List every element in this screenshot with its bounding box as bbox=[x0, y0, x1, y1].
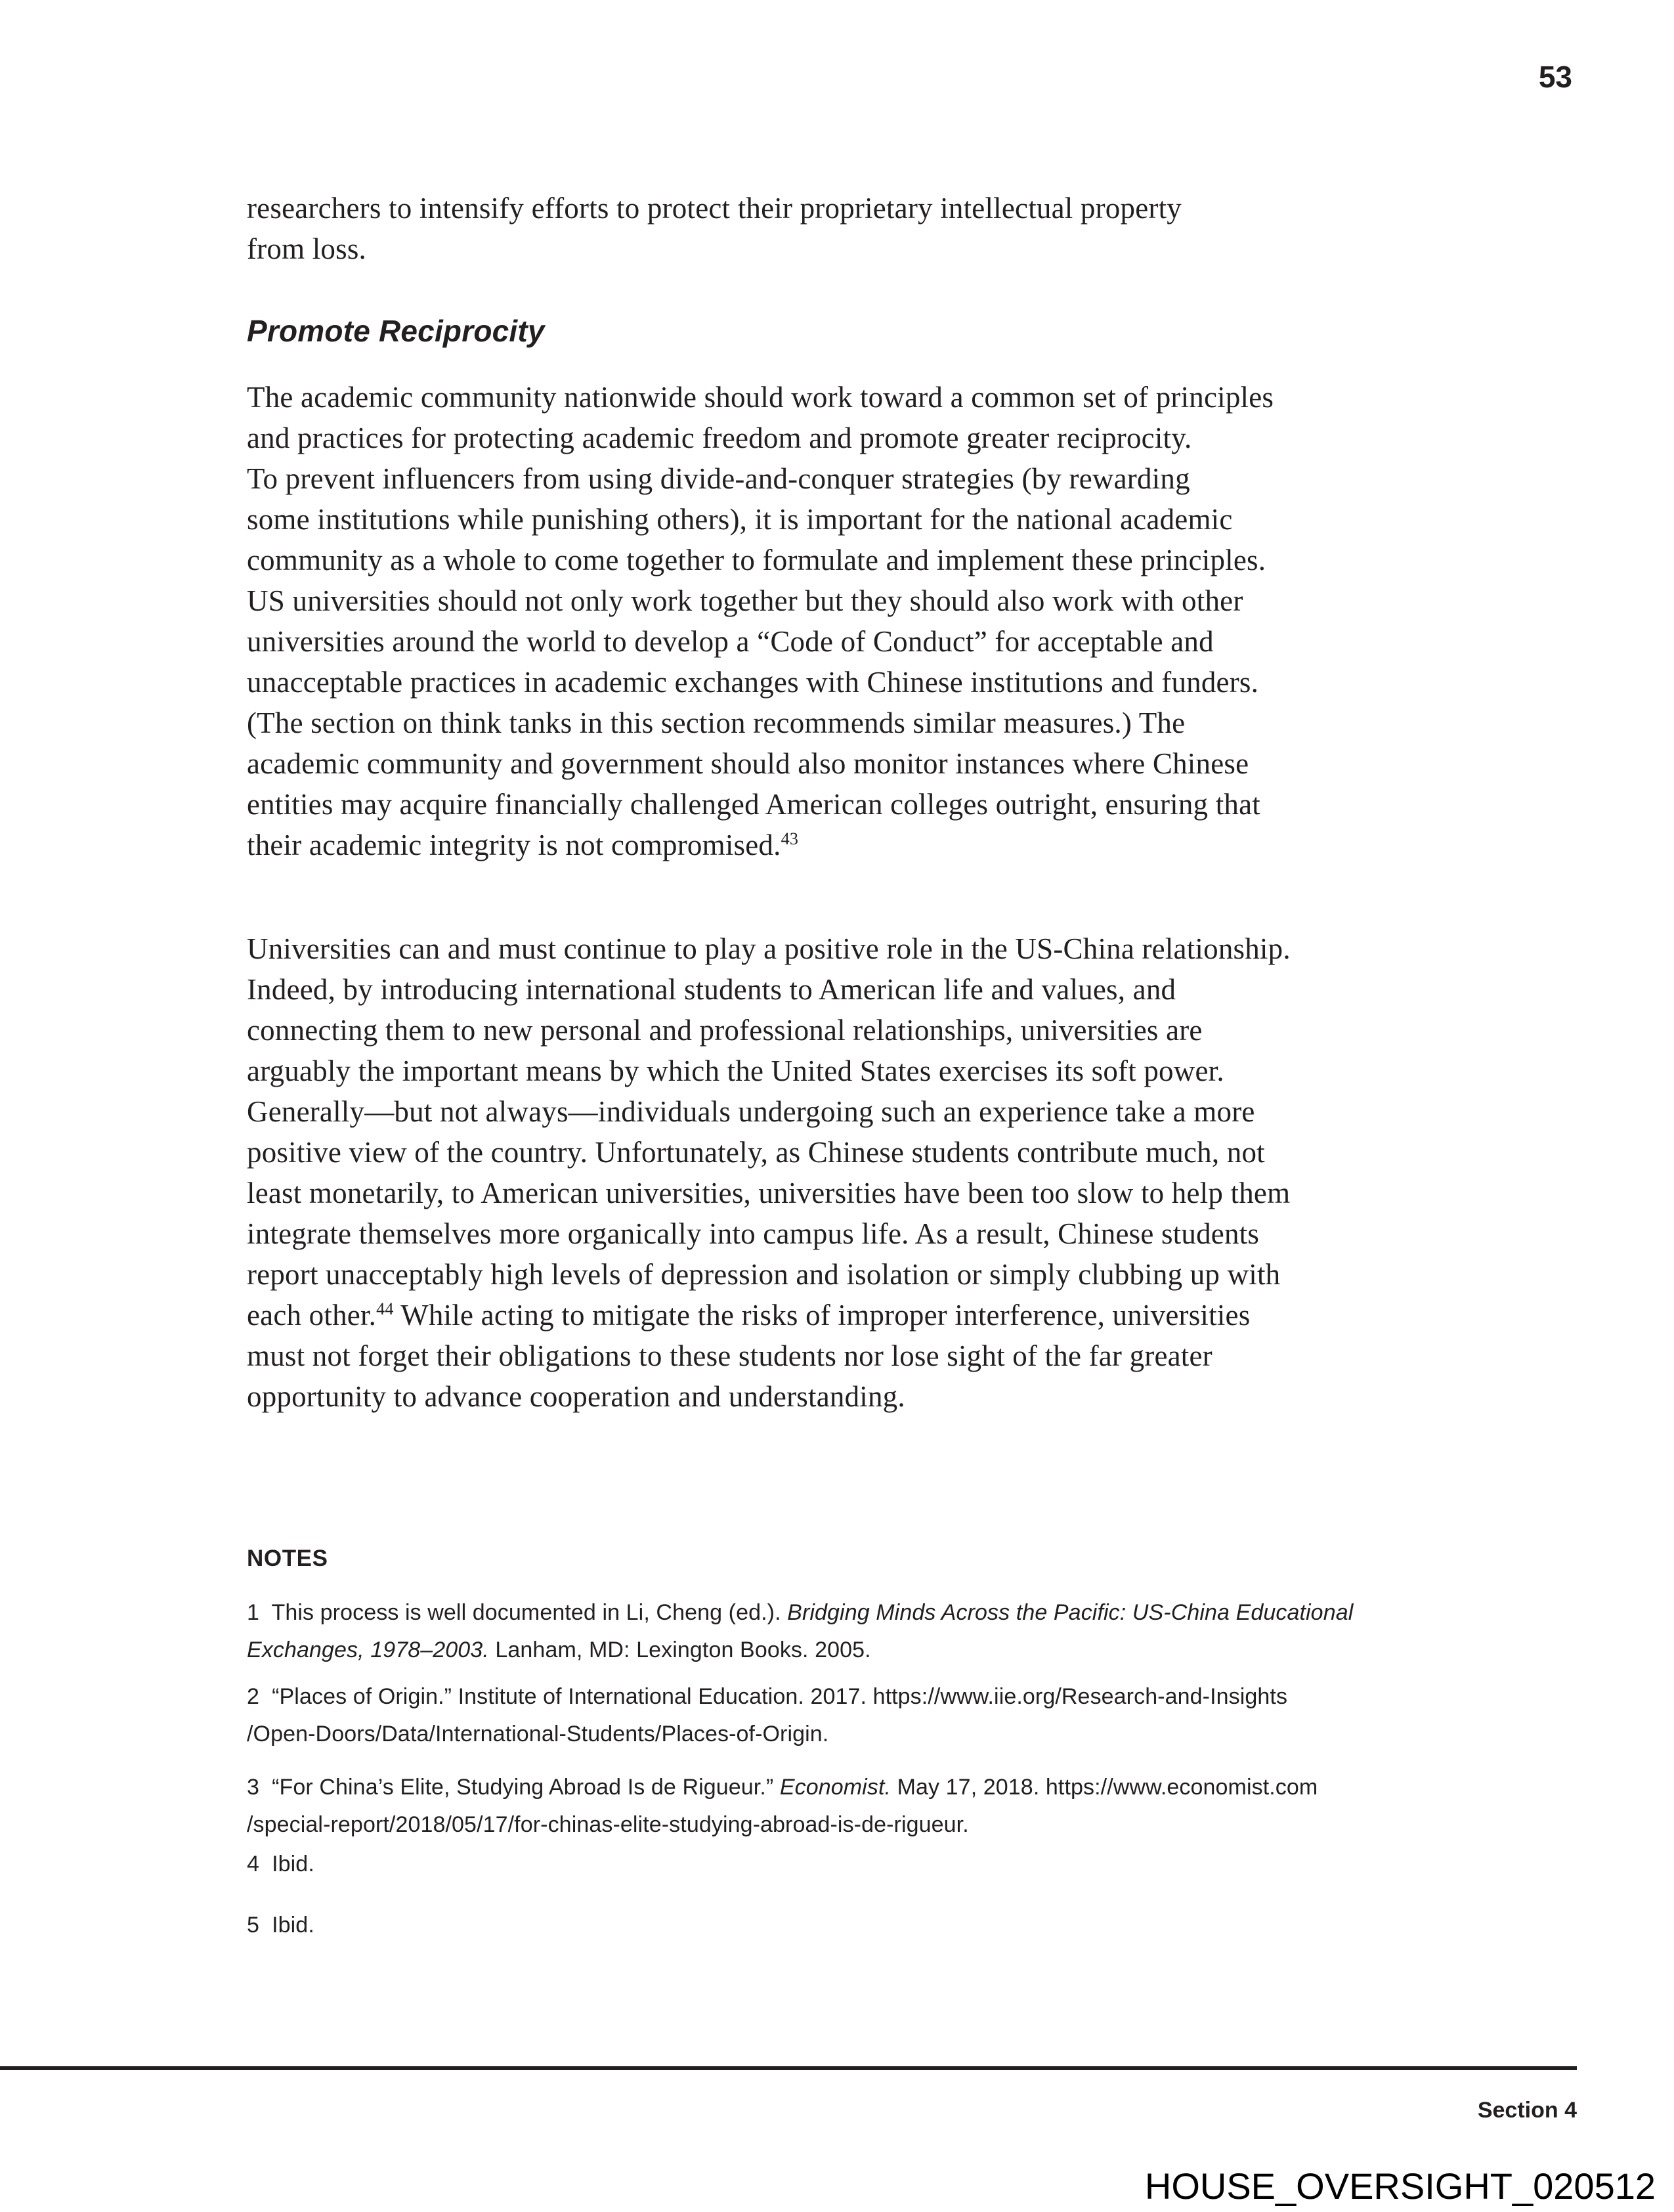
text-segment: report unacceptably high levels of depression and isolation or simply clubbing up with bbox=[247, 1258, 1281, 1291]
text-segment: While acting to mitigate the risks of improper interference, universities bbox=[393, 1299, 1251, 1332]
text-segment: must not forget their obligations to these students nor lose sight of the far greater bbox=[247, 1339, 1213, 1372]
text-segment: Bridging Minds Across the Pacific: US-China Educational bbox=[787, 1600, 1354, 1625]
text-segment: The academic community nationwide should work toward a common set of principles bbox=[247, 381, 1274, 414]
text-line bbox=[247, 228, 1182, 269]
text-segment: their academic integrity is not compromised. bbox=[247, 829, 781, 861]
footer-section-label: Section 4 bbox=[1477, 2098, 1577, 2123]
page-number: 53 bbox=[1538, 60, 1572, 94]
text-segment: /Open-Doors/Data/International-Students/Places-of-Origin. bbox=[247, 1722, 829, 1746]
notes-heading: NOTES bbox=[247, 1546, 328, 1571]
text-segment: May 17, 2018. https://www.economist.com bbox=[891, 1775, 1318, 1800]
text-segment: entities may acquire financially challenged American colleges outright, ensuring that bbox=[247, 788, 1260, 821]
footnote-2 bbox=[247, 1678, 1287, 1753]
text-segment: Generally—but not always—individuals undergoing such an experience take a more bbox=[247, 1095, 1255, 1128]
body-paragraph-2 bbox=[247, 928, 1291, 1417]
text-line bbox=[247, 1769, 1318, 1806]
text-line bbox=[247, 1678, 1287, 1716]
text-line bbox=[247, 1846, 314, 1883]
text-line bbox=[247, 1907, 314, 1944]
text-segment: Lanham, MD: Lexington Books. 2005. bbox=[488, 1637, 871, 1662]
text-line bbox=[247, 1132, 1291, 1173]
text-line bbox=[247, 1376, 1291, 1417]
text-line bbox=[247, 1806, 1318, 1844]
text-line bbox=[247, 1213, 1291, 1254]
text-line bbox=[247, 418, 1274, 458]
text-segment: Exchanges, 1978–2003. bbox=[247, 1637, 489, 1662]
intro-paragraph bbox=[247, 188, 1182, 269]
text-line bbox=[247, 743, 1274, 784]
text-line bbox=[247, 621, 1274, 662]
text-segment: unacceptable practices in academic exchanges with Chinese institutions and funders. bbox=[247, 666, 1259, 699]
text-segment: To prevent influencers from using divide-and-conquer strategies (by rewarding bbox=[247, 462, 1190, 495]
text-segment: Universities can and must continue to play a positive role in the US-China relationship. bbox=[247, 932, 1291, 965]
text-line bbox=[247, 1594, 1353, 1632]
text-line bbox=[247, 1051, 1291, 1091]
footnote-4 bbox=[247, 1846, 314, 1883]
text-segment: arguably the important means by which the United States exercises its soft power. bbox=[247, 1054, 1224, 1087]
text-line bbox=[247, 377, 1274, 418]
text-line bbox=[247, 1632, 1353, 1669]
bates-stamp: HOUSE_OVERSIGHT_020512 bbox=[1144, 2165, 1656, 2207]
text-line bbox=[247, 1091, 1291, 1132]
text-segment: community as a whole to come together to formulate and implement these principles. bbox=[247, 544, 1266, 576]
footnote-5 bbox=[247, 1907, 314, 1944]
text-segment: connecting them to new personal and professional relationships, universities are bbox=[247, 1014, 1203, 1047]
text-line bbox=[247, 540, 1274, 580]
text-line bbox=[247, 825, 1274, 865]
text-segment: 4 Ibid. bbox=[247, 1852, 314, 1876]
text-line bbox=[247, 458, 1274, 499]
text-line bbox=[247, 1295, 1291, 1335]
text-segment: and practices for protecting academic freedom and promote greater reciprocity. bbox=[247, 422, 1192, 454]
body-paragraph-1 bbox=[247, 377, 1274, 865]
text-line bbox=[247, 928, 1291, 969]
text-segment: (The section on think tanks in this section recommends similar measures.) The bbox=[247, 706, 1186, 739]
text-segment: 2 “Places of Origin.” Institute of International Education. 2017. https://www.iie.org/Research-and-Insights bbox=[247, 1684, 1288, 1709]
section-heading: Promote Reciprocity bbox=[247, 314, 545, 348]
text-segment: universities around the world to develop a “Code of Conduct” for acceptable and bbox=[247, 625, 1214, 658]
text-segment: least monetarily, to American universities, universities have been too slow to help them bbox=[247, 1177, 1291, 1209]
text-segment: 1 This process is well documented in Li, Cheng (ed.). bbox=[247, 1600, 788, 1625]
text-line bbox=[247, 1173, 1291, 1213]
text-line bbox=[247, 1254, 1291, 1295]
text-segment: each other. bbox=[247, 1299, 377, 1332]
text-line bbox=[247, 703, 1274, 743]
text-line bbox=[247, 580, 1274, 621]
text-segment: academic community and government should also monitor instances where Chinese bbox=[247, 747, 1249, 780]
text-segment: US universities should not only work together but they should also work with other bbox=[247, 584, 1243, 617]
text-segment: Indeed, by introducing international students to American life and values, and bbox=[247, 973, 1176, 1006]
footnote-3 bbox=[247, 1769, 1318, 1844]
text-line bbox=[247, 188, 1182, 228]
text-segment: from loss. bbox=[247, 232, 366, 265]
text-segment: researchers to intensify efforts to protect their proprietary intellectual property bbox=[247, 192, 1182, 225]
text-line bbox=[247, 1010, 1291, 1051]
text-segment: positive view of the country. Unfortunately, as Chinese students contribute much, not bbox=[247, 1136, 1265, 1169]
text-line bbox=[247, 784, 1274, 825]
text-line bbox=[247, 969, 1291, 1010]
text-segment: Economist. bbox=[779, 1775, 891, 1800]
text-line bbox=[247, 1716, 1287, 1753]
footnote-reference: 44 bbox=[376, 1299, 394, 1318]
text-line bbox=[247, 1335, 1291, 1376]
text-line bbox=[247, 662, 1274, 703]
text-line bbox=[247, 499, 1274, 540]
footnote-reference: 43 bbox=[781, 829, 799, 848]
text-segment: opportunity to advance cooperation and understanding. bbox=[247, 1380, 905, 1413]
text-segment: /special-report/2018/05/17/for-chinas-elite-studying-abroad-is-de-rigueur. bbox=[247, 1812, 969, 1837]
text-segment: integrate themselves more organically into campus life. As a result, Chinese students bbox=[247, 1217, 1260, 1250]
text-segment: 3 “For China’s Elite, Studying Abroad Is de Rigueur.” bbox=[247, 1775, 780, 1800]
footnote-1 bbox=[247, 1594, 1353, 1669]
text-segment: 5 Ibid. bbox=[247, 1913, 314, 1938]
footer-divider bbox=[0, 2066, 1577, 2070]
text-segment: some institutions while punishing others), it is important for the national academic bbox=[247, 503, 1233, 536]
